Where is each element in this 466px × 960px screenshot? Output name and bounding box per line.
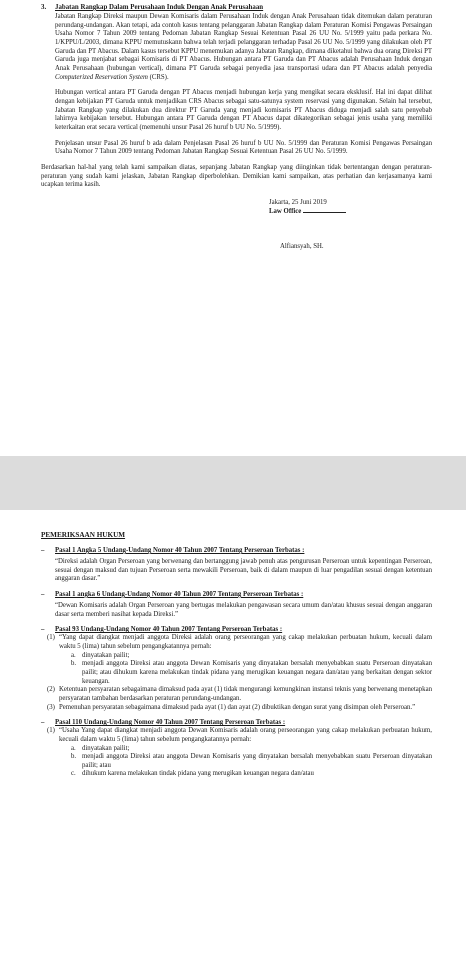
paragraph-hubungan-vertical: Hubungan vertical antara PT Garuda dengan PT Abacus menjadi hubungan kerja yang mengikat secara eksklusif. Hal ini dapat dilihat dengan kebijakan PT Garuda untuk menjadikan CRS Abacus sebagai satu-satunya system reservasi yang digunakan. Selain hal tersebut, Jabatan Rangkap yang dilakukan dua direktur PT Garuda yang menjadi komisaris PT Abacus diduga menjadi salah satu penyebab lahirnya kebijakan tersebut. Hubungan antara PT Garuda dengan PT Abacus dapat dikategorikan sebagai jenis usaha yang memiliki keterkaitan erat secara vertical (memenuhi unsur Pasal 26 huruf b UU No. 5/1999). (55, 89, 432, 131)
paragraph-text: Jabatan Rangkap Direksi maupun Dewan Komisaris dalam Perusahaan Induk dengan Anak Perusahaan tidak ditemukan dalam peraturan perundang-undangan. Akan tetapi, ada contoh kasus tentang pelanggaran Jabatan Rangkap dalam Peraturan Komisi Pengawas Persaingan Usaha Nomor 7 Tahun 2009 tentang Pedoman Jabatan Rangkap Sesuai Ketentuan Pasal 26 UU No. 5/1999 yaitu pada perkara No. 1/KPPU/L/2003, dimana KPPU memutuskann bahwa telah terjadi pelanggaran terhadap Pasal 26 UU No. 5/1999 yang dilakukan oleh PT Garuda dan PT Abacus. Dalam kasus tersebut KPPU menemukan adanya Jabatan Rangkap, dimana diketahui bahwa dua orang Direksi PT Garuda juga menjabat sebagai Komisaris di PT Abacus. Hubungan antara PT Garuda dan PT Abacus adalah Perusahaan Induk dengan Anak Perusahaan (hubungan vertical), dimana PT Garuda sebagai penyedia jasa transportasi udara dan PT Abacus adalah penyedia (55, 13, 433, 72)
signature-line (303, 212, 346, 213)
document-page-2 (0, 510, 466, 960)
article-heading-2 (41, 590, 432, 599)
list-item: (1) “Usaha Yang dapat diangkat menjadi anggota Dewan Komisaris adalah orang perseorangan yang cakap melakukan perbuatan hukum, kecuali dalam waktu 5 (lima) tahun sebelum pengangkatannya pernah: a. dinyatakan pailit; b. menjadi anggota Direksi atau anggota Dewan Komisaris yang dinyatakan bersalah menyebabkan suatu Perseroan dinyatakan pailit; atau c. dihukum karena melakukan tindak pidana yang merugikan keuangan negara dan/atau (47, 727, 432, 778)
article-heading-3 (41, 625, 432, 634)
article-title: Pasal 110 Undang-Undang Nomor 40 Tahun 2007 Tentang Perseroan Terbatas : (55, 719, 286, 727)
paragraph-jabatan-rangkap (41, 13, 432, 82)
page-title: PEMERIKSAAN HUKUM (41, 531, 126, 539)
sub-list-item: a. dinyatakan pailit; (71, 744, 130, 752)
article-3-list (47, 634, 432, 712)
article-4-list (47, 727, 432, 779)
article-quote-2: “Dewan Komisaris adalah Organ Perseroan yang bertugas melakukan pengawasan secara umum dan/atau khusus sesuai dengan anggaran dasar serta memberi nasihat kepada Direksi.” (55, 601, 432, 618)
sub-list-item: b. menjadi anggota Direksi atau anggota Dewan Komisaris yang dinyatakan bersalah menyebabkan suatu Perseroan dinyatakan pailit; atau dihukum karena melakukan tindak pidana yang merugikan keuangan negara dan/atau yang berkaitan dengan sektor keuangan. (71, 660, 432, 685)
place-date: Jakarta, 25 Juni 2019 (269, 198, 327, 206)
list-item: (1) “Yang dapat diangkat menjadi anggota Direksi adalah orang perseorangan yang cakap melakukan perbuatan hukum, kecuali dalam waktu 5 (lima) tahun sebelum pengangkatannya pernah: a. dinyatakan pailit; b. menjadi anggota Direksi atau anggota Dewan Komisaris yang dinyatakan bersalah menyebabkan suatu Perseroan dinyatakan pailit; atau dihukum karena melakukan tindak pidana yang merugikan keuangan negara dan/atau yang berkaitan dengan sektor keuangan. (47, 634, 432, 685)
list-item: (2) Ketentuan persyaratan sebagaimana dimaksud pada ayat (1) tidak mengurangi kemungkinan instansi teknis yang berwenang menetapkan persyaratan tambahan berdasarkan peraturan perundang-undangan. (47, 686, 432, 702)
sub-list (71, 652, 432, 687)
sub-list-item: a. dinyatakan pailit; (71, 651, 130, 659)
sub-list-item: c. dihukum karena melakukan tindak pidana yang merugikan keuangan negara dan/atau (71, 770, 314, 778)
sub-list (71, 745, 432, 780)
paragraph-text-end: (CRS). (147, 73, 169, 81)
page-gap (0, 456, 466, 510)
section-number: 3. (41, 4, 47, 11)
sub-list-item: b. menjadi anggota Direksi atau anggota Dewan Komisaris yang dinyatakan bersalah menyebabkan suatu Perseroan dinyatakan pailit; atau (71, 753, 432, 769)
list-item: (3) Pemenuhan persyaratan sebagaimana dimaksud pada ayat (1) dan ayat (2) dibuktikan dengan surat yang disimpan oleh Perseroan.” (47, 703, 416, 711)
article-title: Pasal 1 Angka 5 Undang-Undang Nomor 40 Tahun 2007 Tentang Perseroan Terbatas : (55, 547, 305, 554)
section-title: Jabatan Rangkap Dalam Perusahaan Induk Dengan Anak Perusahaan (55, 4, 264, 11)
dash-bullet: – (41, 626, 45, 634)
article-title: Pasal 93 Undang-Undang Nomor 40 Tahun 2007 Tentang Perseroan Terbatas : (55, 626, 283, 634)
article-title: Pasal 1 angka 6 Undang-Undang Nomor 40 Tahun 2007 Tentang Perseroan Terbatas : (55, 590, 304, 598)
italic-term: Computerized Reservation System (55, 73, 148, 81)
signature-block (269, 199, 432, 217)
dash-bullet: – (41, 590, 45, 598)
article-heading-4 (41, 718, 432, 727)
dash-bullet: – (41, 719, 45, 727)
paragraph-penjelasan: Penjelasan unsur Pasal 26 huruf b ada dalam Penjelasan Pasal 26 huruf b UU No. 5/1999 dan Peraturan Komisi Pengawas Persaingan Usaha Nomor 7 Tahun 2009 tentang Pedoman Jabatan Rangkap Sesuai Ketentuan Pasal 26 UU No. 5/1999. (55, 139, 432, 156)
document-page-1 (0, 0, 466, 456)
signer-name: Alfiansyah, SH. (280, 243, 324, 251)
section-heading (41, 3, 432, 13)
article-heading-1 (41, 546, 432, 555)
law-office-label: Law Office (269, 207, 302, 215)
dash-bullet: – (41, 547, 45, 554)
article-quote-1: “Direksi adalah Organ Perseroan yang berwenang dan bertanggung jawab penuh atas pengurusan Perseroan untuk kepentingan Perseroan, sesuai dengan maksud dan tujuan Perseroan serta mewakili Perseroan, baik di dalam maupun di luar pengadilan sesuai dengan ketentuan anggaran dasar.” (55, 558, 432, 583)
paragraph-conclusion: Berdasarkan hal-hal yang telah kami sampaikan diatas, sepanjang Jabatan Rangkap yang diinginkan tidak bertentangan dengan peraturan-peraturan yang sudah kami jelaskan, Jabatan Rangkap diperbolehkan. Demikian kami sampaikan, atas perhatian dan kerjasamanya kami ucapkan terima kasih. (41, 163, 432, 189)
